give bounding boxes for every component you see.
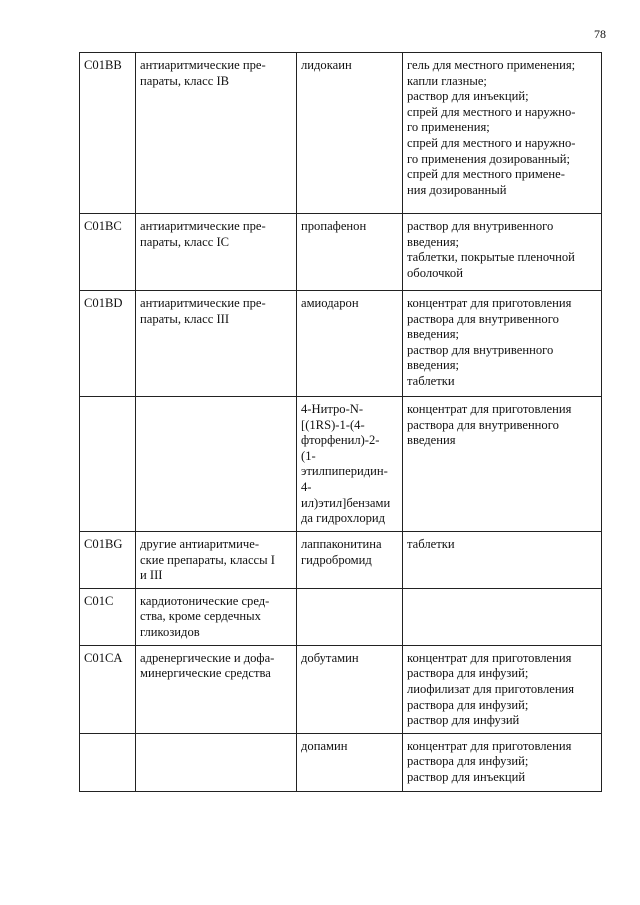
dosage-forms-cell: концентрат для приготовления раствора для инфузий; лиофилизат для приготовления раствора для инфузий; раствор для инфузий bbox=[403, 645, 602, 733]
table-row bbox=[80, 532, 602, 589]
atc-code-cell: C01BB bbox=[80, 53, 136, 214]
pharmacological-group-cell: другие антиаритмиче- ские препараты, классы I и III bbox=[136, 532, 297, 589]
drug-classification-table bbox=[79, 52, 602, 792]
table-row bbox=[80, 53, 602, 214]
atc-code-cell: C01BC bbox=[80, 214, 136, 291]
drug-name-cell: 4-Нитро-N- [(1RS)-1-(4- фторфенил)-2- (1- этилпиперидин- 4- ил)этил]бензами да гидрохлорид bbox=[297, 397, 403, 532]
dosage-forms-cell: концентрат для приготовления раствора для инфузий; раствор для инъекций bbox=[403, 733, 602, 791]
dosage-forms-cell bbox=[403, 588, 602, 645]
drug-name-cell: допамин bbox=[297, 733, 403, 791]
drug-name-cell: лидокаин bbox=[297, 53, 403, 214]
pharmacological-group-cell: кардиотонические сред- ства, кроме сердечных гликозидов bbox=[136, 588, 297, 645]
pharmacological-group-cell bbox=[136, 733, 297, 791]
drug-name-cell bbox=[297, 588, 403, 645]
atc-code-cell: C01CA bbox=[80, 645, 136, 733]
dosage-forms-cell: гель для местного применения; капли глазные; раствор для инъекций; спрей для местного и наружно- го применения; спрей для местного и наружно- го применения дозированный; спрей для местного примене- ния дозированный bbox=[403, 53, 602, 214]
atc-code-cell: C01BG bbox=[80, 532, 136, 589]
table-row bbox=[80, 397, 602, 532]
table-row bbox=[80, 588, 602, 645]
drug-name-cell: лаппаконитина гидробромид bbox=[297, 532, 403, 589]
pharmacological-group-cell: адренергические и дофа- минергические средства bbox=[136, 645, 297, 733]
atc-code-cell: C01C bbox=[80, 588, 136, 645]
table-row bbox=[80, 214, 602, 291]
drug-name-cell: амиодарон bbox=[297, 291, 403, 397]
page-number: 78 bbox=[594, 27, 606, 41]
table-row bbox=[80, 291, 602, 397]
table-row bbox=[80, 645, 602, 733]
atc-code-cell: C01BD bbox=[80, 291, 136, 397]
atc-code-cell bbox=[80, 397, 136, 532]
table-row bbox=[80, 733, 602, 791]
atc-code-cell bbox=[80, 733, 136, 791]
dosage-forms-cell: концентрат для приготовления раствора для внутривенного введения bbox=[403, 397, 602, 532]
dosage-forms-cell: таблетки bbox=[403, 532, 602, 589]
drug-name-cell: пропафенон bbox=[297, 214, 403, 291]
pharmacological-group-cell: антиаритмические пре- параты, класс III bbox=[136, 291, 297, 397]
dosage-forms-cell: раствор для внутривенного введения; таблетки, покрытые пленочной оболочкой bbox=[403, 214, 602, 291]
pharmacological-group-cell: антиаритмические пре- параты, класс IB bbox=[136, 53, 297, 214]
pharmacological-group-cell bbox=[136, 397, 297, 532]
dosage-forms-cell: концентрат для приготовления раствора для внутривенного введения; раствор для внутривенного введения; таблетки bbox=[403, 291, 602, 397]
pharmacological-group-cell: антиаритмические пре- параты, класс IC bbox=[136, 214, 297, 291]
drug-name-cell: добутамин bbox=[297, 645, 403, 733]
